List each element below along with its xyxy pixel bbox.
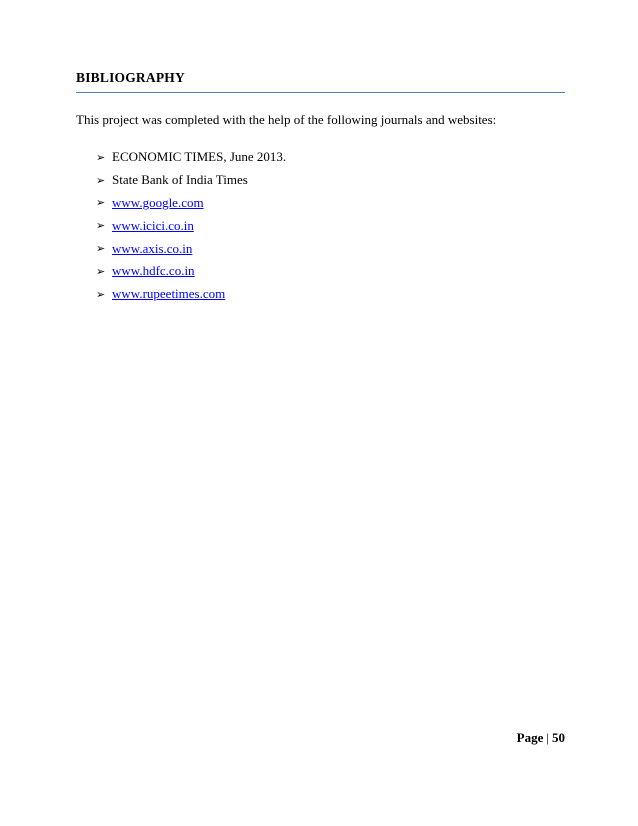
list-item: [96, 237, 286, 260]
page-label: Page: [516, 730, 544, 745]
section-heading: BIBLIOGRAPHY: [76, 70, 185, 85]
heading-divider: [76, 92, 565, 93]
reference-link[interactable]: www.google.com: [112, 194, 204, 210]
list-item: [96, 214, 286, 237]
list-item: [96, 146, 286, 169]
list-item: [96, 283, 286, 306]
page-footer: [0, 730, 565, 746]
intro-paragraph: This project was completed with the help of the following journals and websites:: [76, 112, 497, 127]
reference-link[interactable]: www.rupeetimes.com: [112, 286, 226, 302]
arrow-bullet-icon: ➢: [96, 173, 106, 187]
reference-link[interactable]: www.axis.co.in: [112, 240, 193, 256]
arrow-bullet-icon: ➢: [96, 150, 106, 164]
page-separator: |: [546, 730, 549, 745]
reference-link[interactable]: www.icici.co.in: [112, 217, 194, 233]
reference-list: [96, 146, 286, 306]
arrow-bullet-icon: ➢: [96, 219, 106, 233]
arrow-bullet-icon: ➢: [96, 196, 106, 210]
list-item: [96, 192, 286, 215]
reference-link[interactable]: www.hdfc.co.in: [112, 263, 195, 279]
arrow-bullet-icon: ➢: [96, 287, 106, 301]
arrow-bullet-icon: ➢: [96, 242, 106, 256]
arrow-bullet-icon: ➢: [96, 264, 106, 278]
reference-text: State Bank of India Times: [112, 172, 248, 188]
page-number: 50: [552, 730, 565, 745]
list-item: [96, 169, 286, 192]
reference-text: ECONOMIC TIMES, June 2013.: [112, 149, 287, 165]
list-item: [96, 260, 286, 283]
